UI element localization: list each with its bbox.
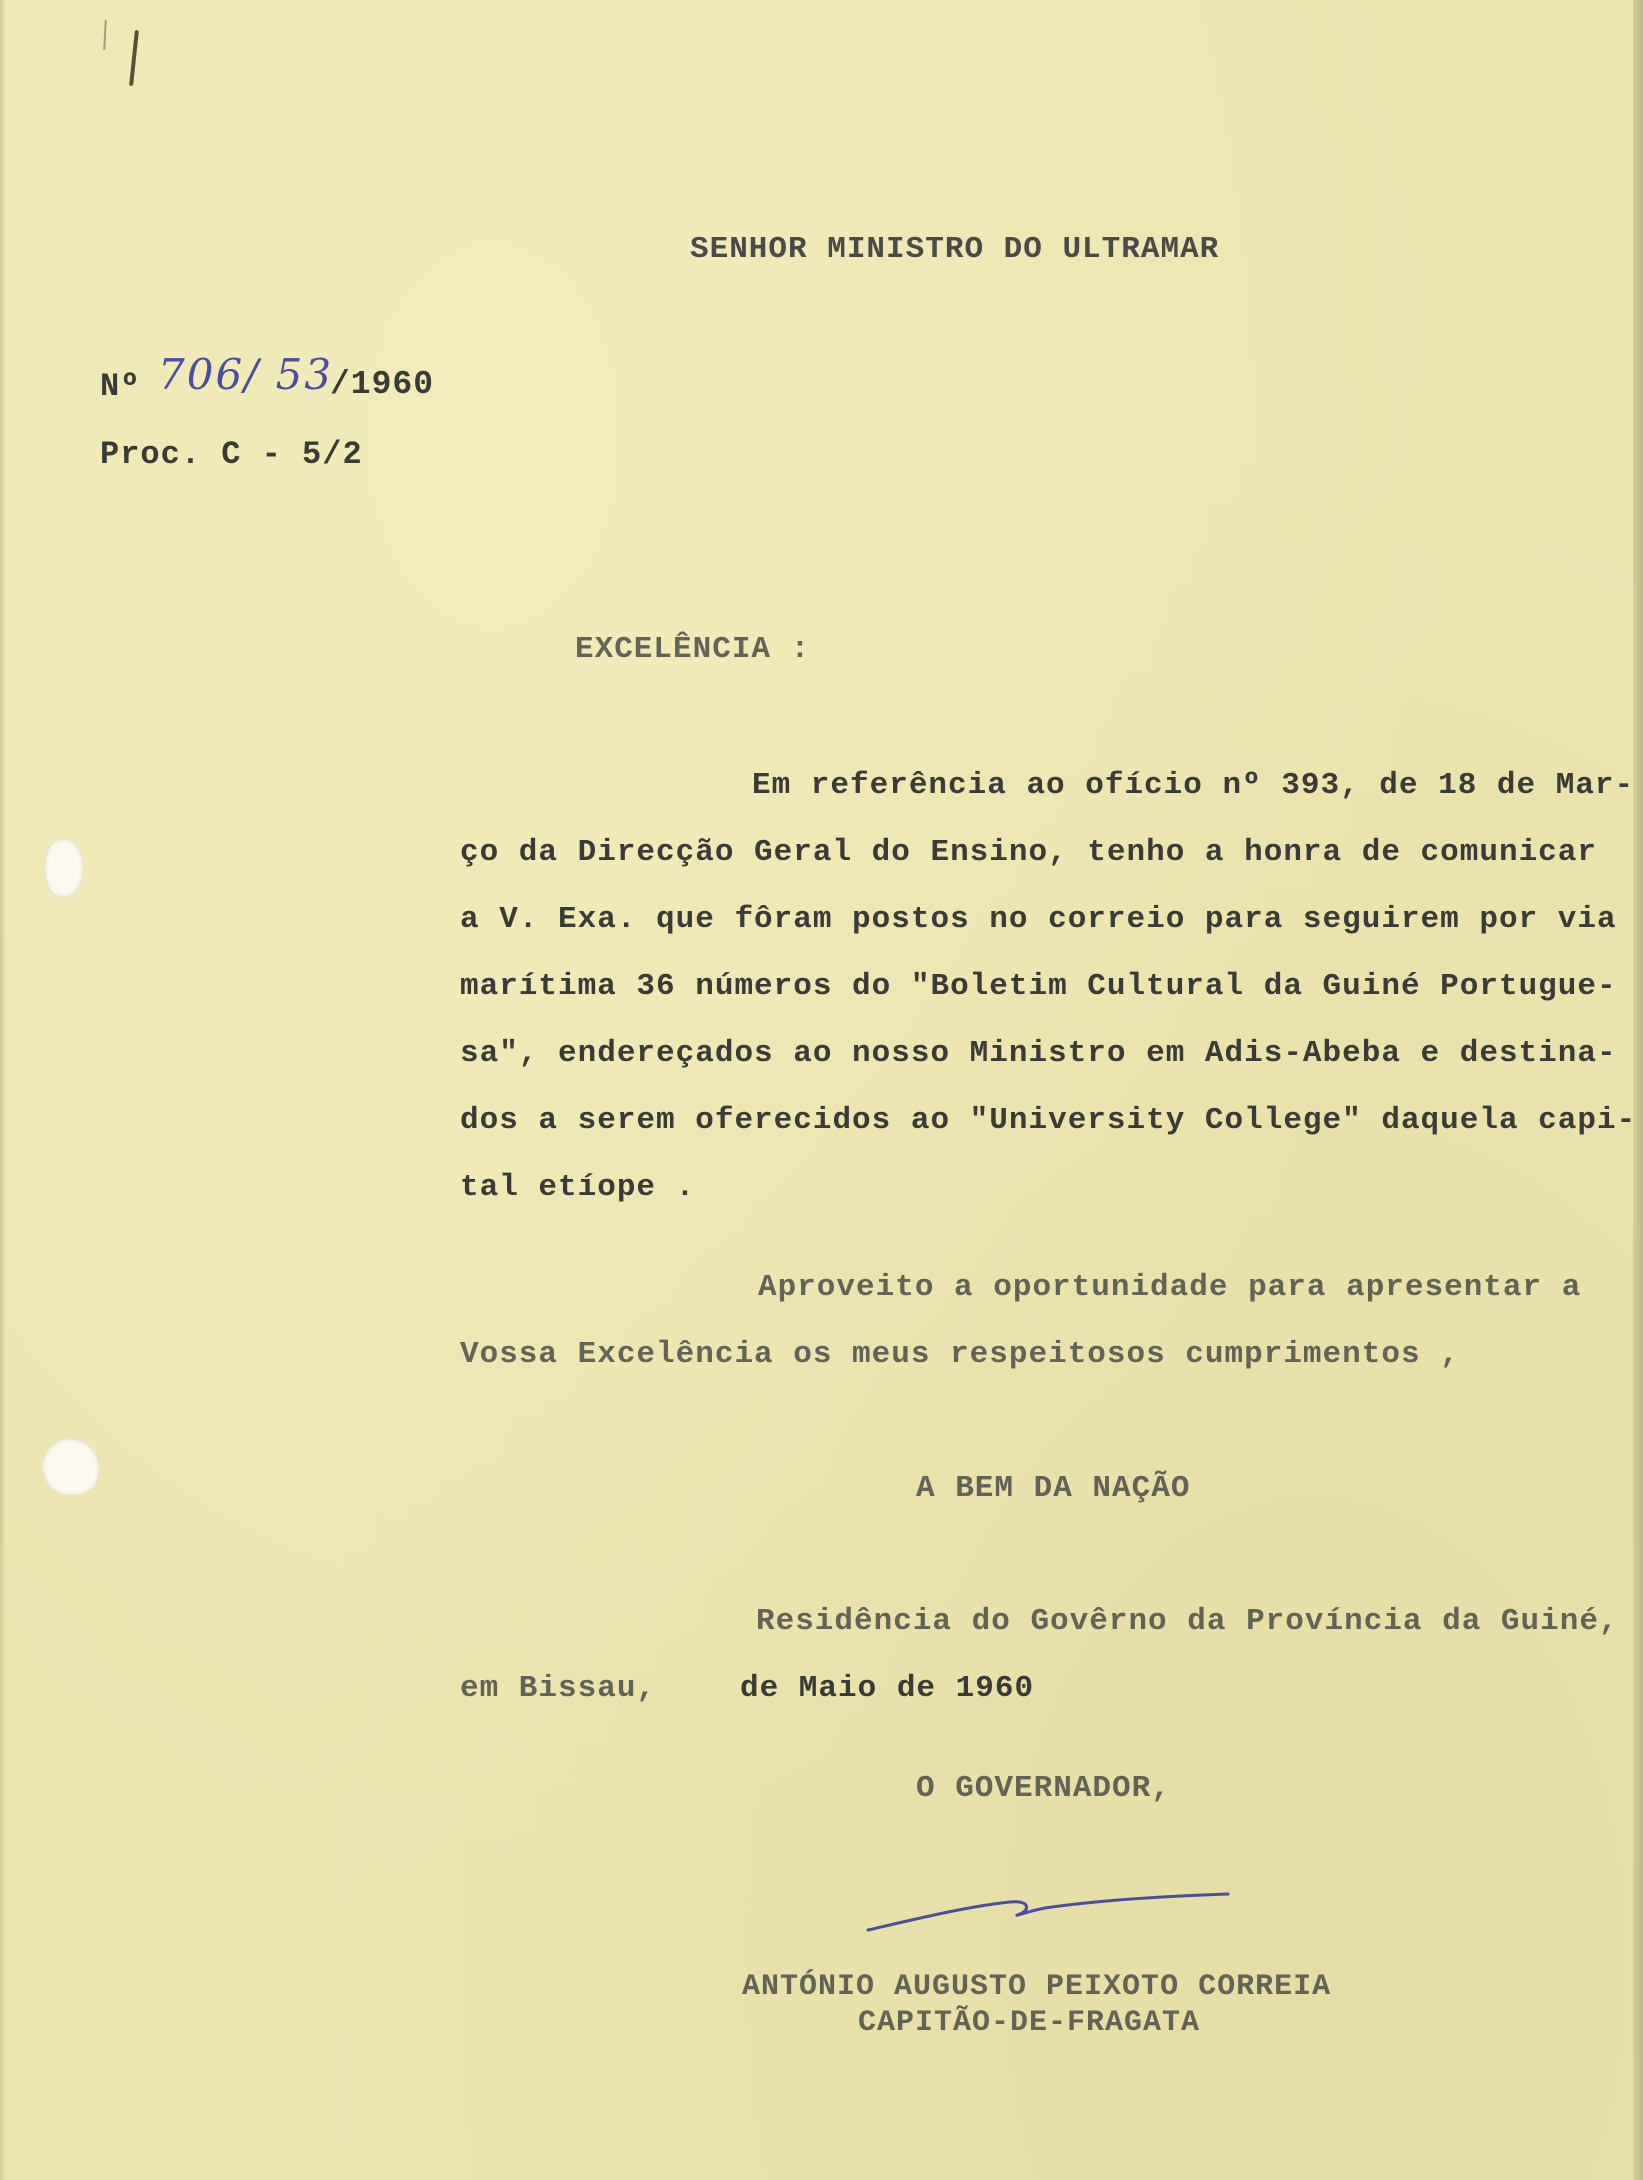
process-number: Proc. C - 5/2 [100, 436, 363, 473]
closing-line: Vossa Excelência os meus respeitosos cumprimentos , [460, 1337, 1460, 1372]
date-place: em Bissau, [460, 1671, 657, 1706]
body-line: sa", endereçados ao nosso Ministro em Adis-Abeba e destina- [460, 1036, 1617, 1071]
closing-line: Aproveito a oportunidade para apresentar a [758, 1270, 1582, 1305]
place-line: Residência do Govêrno da Província da Guiné, [756, 1604, 1619, 1639]
ink-mark-faint [103, 20, 107, 50]
punch-hole-bottom [42, 1438, 100, 1496]
reference-handwritten-number: 706/ 53 [158, 350, 334, 399]
signatory-rank: CAPITÃO-DE-FRAGATA [858, 2006, 1201, 2040]
paper-right-edge [1633, 0, 1643, 2180]
body-line: dos a serem oferecidos ao "University College" daquela capi- [460, 1103, 1637, 1138]
handwritten-signature [860, 1880, 1240, 1950]
body-line: marítima 36 números do "Boletim Cultural da Guiné Portugue- [460, 969, 1617, 1004]
date: de Maio de 1960 [740, 1671, 1035, 1706]
salutation: EXCELÊNCIA : [575, 632, 811, 667]
paper-left-edge [0, 0, 6, 2180]
ink-mark [129, 30, 139, 86]
signatory-name: ANTÓNIO AUGUSTO PEIXOTO CORREIA [742, 1970, 1332, 2004]
body-line: ço da Direcção Geral do Ensino, tenho a honra de comunicar [460, 835, 1597, 870]
motto: A BEM DA NAÇÃO [916, 1471, 1191, 1506]
body-line: tal etíope . [460, 1170, 696, 1205]
addressee-heading: SENHOR MINISTRO DO ULTRAMAR [690, 232, 1220, 267]
punch-hole-top [44, 838, 84, 898]
reference-year: /1960 [330, 366, 435, 403]
signatory-title: O GOVERNADOR, [916, 1771, 1171, 1806]
body-line: Em referência ao ofício nº 393, de 18 de Mar- [752, 768, 1635, 803]
body-line: a V. Exa. que fôram postos no correio para seguirem por via [460, 902, 1617, 937]
reference-prefix: Nº [100, 368, 141, 405]
